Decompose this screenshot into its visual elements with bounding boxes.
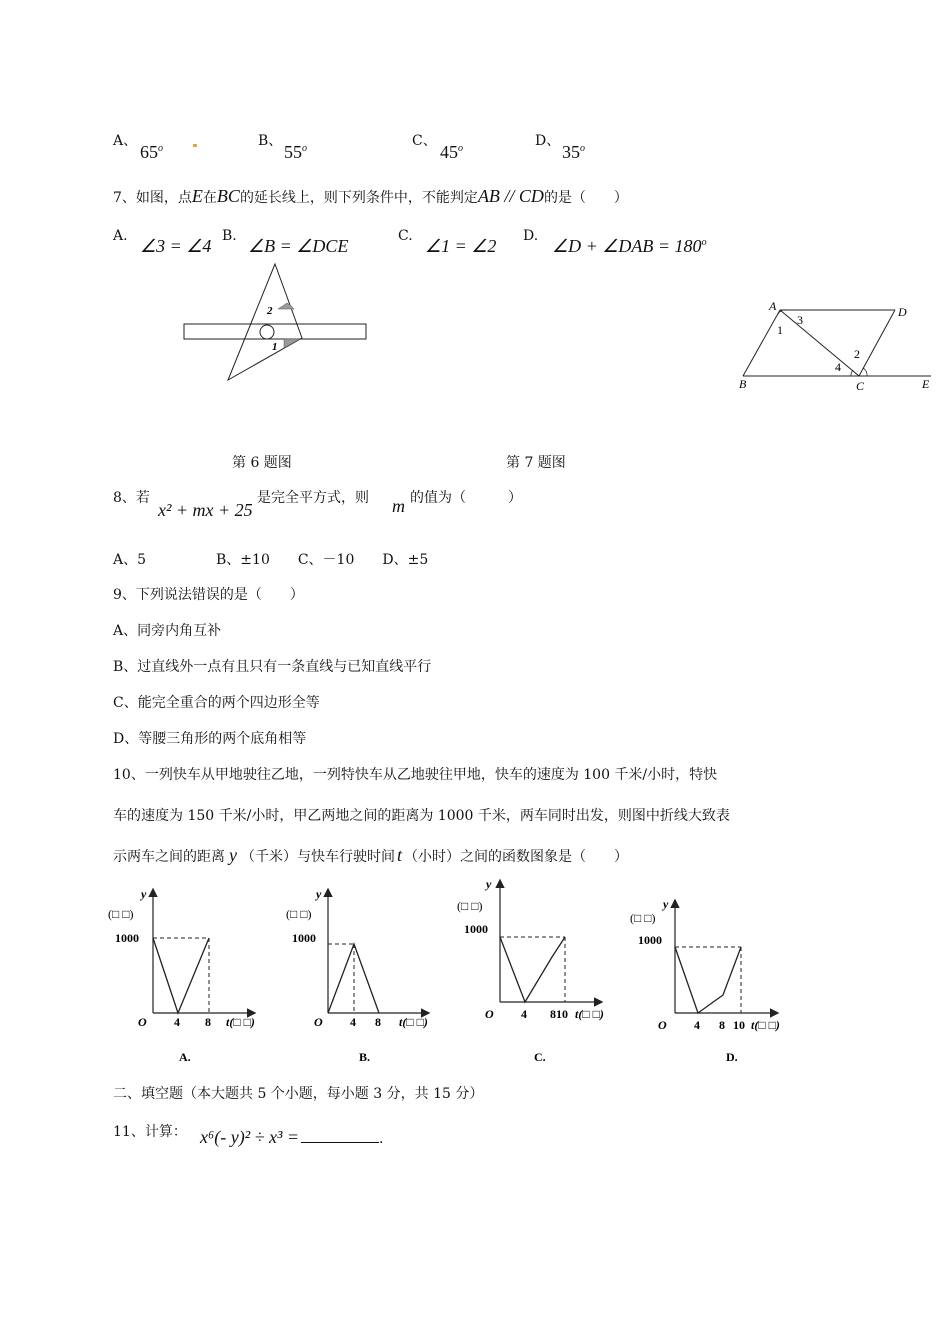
fig7-label-c: C: [856, 379, 865, 392]
graph-a: [106, 880, 281, 1070]
q7-option-a-expr: ∠3 = ∠4: [140, 236, 212, 256]
q7-line-bc: BC: [216, 186, 240, 206]
q11-pre: 11、计算：: [113, 1124, 187, 1140]
q10-line-3-mid: （千米）与快车行驶时间: [241, 849, 395, 865]
q10-line-2: 车的速度为 150 千米/小时，甲乙两地之间的距离为 1000 千米，两车同时出发，则图中折线大致表: [113, 808, 730, 824]
graph-a-origin: O: [138, 1015, 147, 1029]
q9-option-c: C、能完全重合的两个四边形全等: [113, 695, 320, 711]
q6-option-d-value: 35$^o$: [562, 142, 585, 162]
graph-d-y-unit: (□ □): [630, 911, 656, 925]
graph-d-x-label: t(□ □): [751, 1018, 780, 1032]
q7-option-d-expr: ∠D + ∠DAB = $180^o$: [552, 236, 707, 256]
graph-a-y-label: y: [141, 887, 147, 901]
graph-a-y-unit: (□ □): [108, 907, 134, 921]
graph-b-y-label: y: [316, 887, 322, 901]
scan-mark: [193, 144, 197, 147]
q10-line-3-pre: 示两车之间的距离: [113, 849, 225, 865]
graph-a-x-label: t(□ □): [226, 1015, 255, 1029]
q10-var-y: y: [229, 845, 237, 865]
graph-a-x-tick-8: 8: [205, 1015, 211, 1029]
q9-option-b: B、过直线外一点有且只有一条直线与已知直线平行: [113, 659, 432, 675]
graph-c: [455, 873, 630, 1070]
graph-b-x-tick-8: 8: [375, 1015, 381, 1029]
graph-b-x-label: t(□ □): [399, 1015, 428, 1029]
q10-line-3: [113, 845, 628, 866]
q7-option-a-letter: A.: [113, 228, 128, 244]
fig7-label-a: A: [769, 299, 777, 313]
q11-expression: [200, 1127, 383, 1148]
graph-b-origin: O: [314, 1015, 323, 1029]
graph-c-x-tick-4: 4: [521, 1007, 527, 1021]
graph-c-x-label: t(□ □): [575, 1007, 604, 1021]
fig7-caption: 第 7 题图: [506, 455, 566, 471]
graph-d-origin: O: [658, 1018, 667, 1032]
q7-option-b-expr: ∠B = ∠DCE: [248, 236, 349, 256]
q7-point-e: E: [191, 186, 203, 206]
fig6-label-1: 1: [272, 341, 278, 353]
q6-option-a-letter: A、: [113, 133, 138, 149]
graph-a-y-tick: 1000: [115, 931, 139, 945]
q6-option-b-value: 55$^o$: [284, 142, 307, 162]
graph-b: [283, 880, 458, 1070]
q7-option-c-expr: ∠1 = ∠2: [425, 236, 497, 256]
fig7-label-e: E: [922, 377, 930, 391]
figure-6: [180, 258, 370, 384]
graph-c-origin: O: [485, 1007, 494, 1021]
q10-line-1: 10、一列快车从甲地驶往乙地，一列特快车从乙地驶往甲地，快车的速度为 100 千米/小时，特快: [113, 767, 718, 783]
q7-option-c-letter: C.: [398, 228, 413, 244]
graph-b-y-tick: 1000: [292, 931, 316, 945]
graph-d: [627, 895, 802, 1070]
q11-expr: x⁶(- y)² ÷ x³ =: [200, 1127, 300, 1147]
q6-option-a-value: 65$^o$: [140, 142, 163, 162]
graph-c-y-label: y: [486, 877, 492, 891]
fig7-label-3: 3: [797, 313, 803, 327]
q9-option-a: A、同旁内角互补: [113, 623, 222, 639]
q7-text-mid: 的延长线上，则下列条件中，不能判定: [239, 190, 478, 206]
graph-c-y-tick: 1000: [464, 922, 488, 936]
fig7-label-2: 2: [854, 347, 860, 361]
q6-option-d-letter: D、: [535, 133, 561, 149]
q7-option-b-letter: B.: [222, 228, 237, 244]
q10-line-3-post: （小时）之间的函数图象是（ ）: [404, 849, 629, 865]
fig7-label-4: 4: [835, 360, 841, 374]
graph-d-y-tick: 1000: [638, 933, 662, 947]
q7-text-post: 的是（ ）: [543, 190, 628, 206]
q8-options: A、5 B、±10 C、－10 D、±5: [113, 552, 429, 568]
q7-parallel: AB // CD: [477, 186, 544, 206]
graph-d-x-tick-4: 4: [694, 1018, 700, 1032]
section-2-heading: 二、填空题（本大题共 5 个小题，每小题 3 分，共 15 分）: [113, 1086, 484, 1102]
graph-d-y-label: y: [663, 897, 669, 911]
q10-var-t: t: [397, 845, 403, 865]
q8-mid: 是完全平方式，则: [257, 490, 369, 506]
graph-d-x-tick-8: 8: [719, 1018, 725, 1032]
graph-a-letter: A.: [179, 1050, 191, 1064]
q8-pre: 8、若: [113, 490, 150, 506]
graph-c-letter: C.: [534, 1050, 546, 1064]
graph-d-x-tick-10: 10: [733, 1018, 745, 1032]
fig7-label-b: B: [739, 377, 747, 391]
q8-post: 的值为（ ）: [410, 490, 522, 506]
q9-option-d: D、等腰三角形的两个底角相等: [113, 731, 307, 747]
q9-stem: 9、下列说法错误的是（ ）: [113, 587, 304, 603]
graph-d-letter: D.: [726, 1050, 738, 1064]
q6-option-c-value: 45$^o$: [440, 142, 463, 162]
q11-answer-blank: [301, 1142, 379, 1143]
q6-option-c-letter: C、: [412, 133, 437, 149]
q8-m: m: [392, 496, 405, 516]
fig6-caption: 第 6 题图: [232, 455, 292, 471]
fig6-label-2: 2: [267, 305, 273, 317]
graph-c-y-unit: (□ □): [457, 899, 483, 913]
fig7-label-1: 1: [777, 323, 783, 337]
q11-post: .: [379, 1131, 384, 1147]
q7-text-pre: 7、如图，点: [113, 190, 192, 206]
fig7-label-d: D: [898, 305, 907, 319]
q7-text-in: 在: [202, 190, 217, 206]
q8-expr: x² + mx + 25: [158, 500, 253, 520]
graph-b-y-unit: (□ □): [286, 907, 312, 921]
figure-7: [735, 298, 935, 392]
q7-stem: [113, 186, 628, 207]
q6-option-b-letter: B、: [258, 133, 283, 149]
q7-option-d-letter: D.: [523, 228, 539, 244]
graph-b-x-tick-4: 4: [350, 1015, 356, 1029]
graph-c-x-tick-810: 810: [550, 1007, 568, 1021]
graph-a-x-tick-4: 4: [174, 1015, 180, 1029]
graph-b-letter: B.: [359, 1050, 371, 1064]
